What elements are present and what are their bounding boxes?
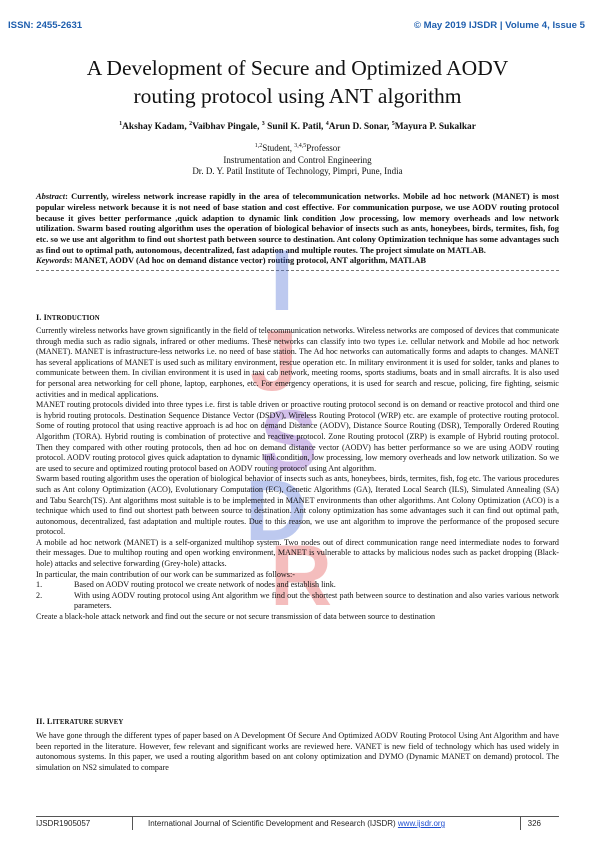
footer-divider <box>36 816 559 817</box>
running-header <box>8 20 585 34</box>
author: $^5$Mayura P. Sukalkar <box>391 120 476 132</box>
introduction-body <box>36 326 559 623</box>
author: $^4$Arun D. Sonar, <box>325 120 392 132</box>
issn-label: ISSN: 2455-2631 <box>8 20 83 31</box>
list-number: 2. <box>36 590 43 600</box>
paragraph: A mobile ad hoc network (MANET) is a self-organized multihop system. Two nodes out of direct communication range need intermediate nodes to forward their messages. Due to multihop routing and open working environment, MANET is vulnerable to attacks by malicious nodes such as packet dropping (Black-hole) attacks and selective forwarding (Grey-hole) attacks. <box>36 537 559 569</box>
issue-label: © May 2019 IJSDR | Volume 4, Issue 5 <box>413 20 585 31</box>
page-footer <box>36 819 559 831</box>
section-heading-introduction: I. INTRODUCTION <box>36 313 100 322</box>
page-number: 326 <box>527 819 541 828</box>
author-list <box>20 122 575 132</box>
institute: Dr. D. Y. Patil Institute of Technology, Pimpri, Pune, India <box>192 166 403 176</box>
watermark-letter: J <box>250 313 298 409</box>
abstract <box>36 191 559 256</box>
paragraph: Create a black-hole attack network and find out the secure or not secure transmission of data between source to destination <box>36 612 436 622</box>
section-heading-literature-survey: II. LITERATURE SURVEY <box>36 717 124 726</box>
title-line-2: routing protocol using ANT algorithm <box>133 84 462 108</box>
watermark-letter: S <box>260 393 318 489</box>
list-item <box>36 591 559 612</box>
abstract-divider <box>36 270 559 271</box>
footer-separator <box>132 817 133 830</box>
literature-survey-body <box>36 731 559 773</box>
paper-id: IJSDR1905057 <box>36 819 91 828</box>
watermark-letter: R <box>270 528 333 610</box>
author: $^1$Akshay Kadam, <box>119 120 190 132</box>
list-item: 1. Based on AODV routing protocol we create network of nodes and establish link. <box>36 580 336 590</box>
paragraph: We have gone through the different types of paper based on A Development Of Secure And Optimized AODV Routing Protocol Using Ant Algorithm and have been reported in the literature. However, few relevant and significant works are reviewed here. VANET is new field of technology which has used widely in autonomous systems. In this paper, we used a routing algorithm based on ant colony optimization and DYMO (Dynamic MANET on demand) protocol. The simulation on NS2 simulated to compare <box>36 731 559 772</box>
journal-link[interactable]: www.ijsdr.org <box>397 819 446 828</box>
paragraph: In particular, the main contribution of our work can be summarized as follows:- <box>36 569 295 579</box>
keywords-label: Keywords <box>36 255 70 265</box>
keywords <box>36 255 559 266</box>
abstract-text: : Currently, wireless network increase rapidly in the area of telecommunication networks. Mobile ad hoc network (MANET) is most popular wireless network because it is not need of base station and cost effective. For communication purpose, we use AODV routing protocol because it gives better performance ,quick adaption to dynamic link condition ,low processing, low memory overheads and low network utilization. Swarm based routing algorithm uses the operation of biological behavior of insects such as ants, honeybees, birds, termites, fish, fog etc. so we use ant algorithm to find out shortest path between source to destination. Ant colony Optimization technique has some advantages such as find out to optimal path, autonomous, decentralized, fast adaption and multiple routes. The project simulate on MATLAB. <box>36 191 559 255</box>
author: $^3$ Sunil K. Patil, <box>261 120 326 132</box>
title-line-1: A Development of Secure and Optimized AODV <box>86 56 509 80</box>
watermark-letter: D <box>245 463 308 559</box>
list-text: With using AODV routing protocol using Ant algorithm we find out the shortest path between source to destination and also varies various network parameters. <box>74 590 559 611</box>
paragraph: Swarm based routing algorithm uses the operation of biological behavior of insects such as ants, honeybees, birds, termites, fish, fog etc. The various procedures such as Ant colony Optimization (ACO), Evolutionary Computation (EC), Genetic Algorithms (GA), Iterated Local Search (ILS), Simulated Annealing (SA) and Tabu Search(TS). Ant algorithms most suitable is to be implemented in MANET environments than other algorithms. Ant Colony Optimization (ACO) is a technique which used to find out shortest path between source to destination. Ant colony optimization has some advantages such it can find out optimal path, autonomous, decentralized, fast adaptation and multiple routes. Due to this reason, we use ant algorithm to improve the performance of the proposed secure protocol. <box>36 474 559 537</box>
abstract-label: Abstract <box>36 191 66 201</box>
author-roles: $^{1,2}$Student, $^{3,4,5}$Professor <box>254 143 341 153</box>
paragraph: MANET routing protocols divided into three types i.e. first is table driven or proactive routing protocol second is on demand or reactive protocol and third one is hybrid routing protocols. Destination Sequence Distance Vector (DSDV), Wireless Routing Protocol (WRP) etc. are example of protective routing protocol. Some of routing protocol that using reactive approach is ad hoc on demand Distance (AODV), Distance Source Routing (DSR), Temporally Ordered Routing Algorithm (TORA). Hybrid routing is combination of protective and reactive protocol. Zone Routing protocol (ZRP) is example of Hybrid routing protocol. Then they compared with other routing protocols, then ad hoc on demand distance vector (AODV) has better performance so we are using AODV routing protocol. AODV routing protocol gives quick adaptation to dynamic link condition, low processing, low memory overheads and low network utilization. So we are used to secure and optimized routing protocol based on AODV routing protocol using Ant algorithm. <box>36 400 559 473</box>
journal-name: International Journal of Scientific Development and Research (IJSDR) www.ijsdr.org <box>148 819 446 828</box>
footer-separator <box>520 817 521 830</box>
watermark-letter: I <box>270 233 294 329</box>
paper-title <box>20 54 575 110</box>
department: Instrumentation and Control Engineering <box>223 154 372 165</box>
keywords-text: : MANET, AODV (Ad hoc on demand distance vector) routing protocol, ANT algorithm, MATLAB <box>69 255 426 265</box>
paragraph: Currently wireless networks have grown significantly in the field of telecommunication networks. Wireless networks are composed of devices that communicate through media such as radio signals, infrared or other mediums. These networks can classify into two types i.e. cellular network and Mobile ad hoc network (MANET). MANET is infrastructure-less networks i.e. no need of base station. The Ad hoc networks can automatically forms and adapts to changes. MANET has several applications of MANET is used such as military environment, rescue operation etc. In military environment it is used for solder, tanks and planes to communicate between them. In civilian environment it is used in taxi cab network, meeting rooms, sports stadiums, boats and in small aircrafts. It is also used for personal area networking for cell phone, laptop, earphones, etc. For emergency operations, it is used for search and rescue, policing, fire fighting, seismic activities and in medical applications. <box>36 326 559 399</box>
affiliation <box>20 143 575 178</box>
author: $^2$Vaibhav Pingale, <box>189 120 262 132</box>
